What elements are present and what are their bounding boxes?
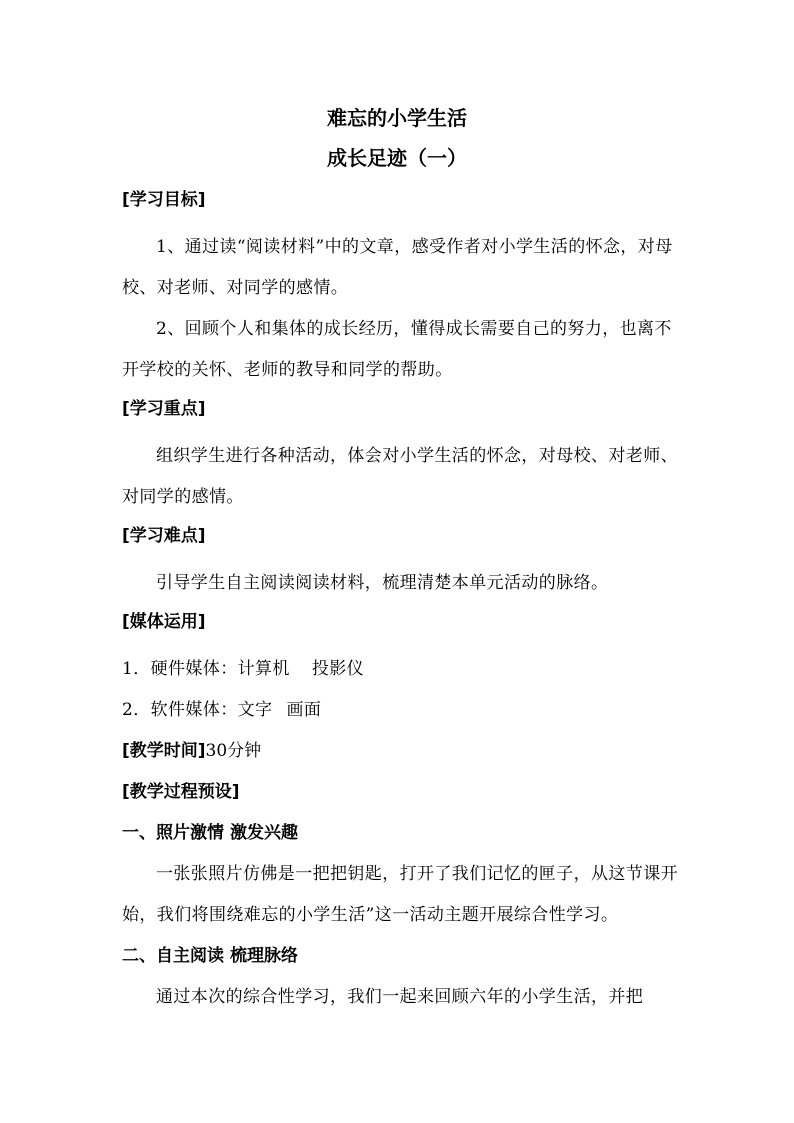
process-heading: [教学过程预设] [122,782,240,802]
objectives-heading: [学习目标] [122,190,206,210]
section-1-heading-part2: 激发兴趣 [230,823,298,843]
document-body [122,186,682,1018]
section-1-heading-part1: 一、照片激情 [122,823,224,843]
software-item-text: 文字 [237,700,273,720]
media-software-line [122,690,682,731]
key-points-heading: [学习重点] [122,399,206,419]
software-item-image: 画面 [286,700,322,720]
teaching-time-value: 30分钟 [205,741,262,761]
teaching-time-label: [教学时间] [122,741,206,761]
section-1-heading [122,813,682,854]
difficulties-heading: [学习难点] [122,526,206,546]
section-1-text: 一张张照片仿佛是一把把钥匙，打开了我们记忆的匣子，从这节课开始，我们将围绕难忘的小学生活”这一活动主题开展综合性学习。 [122,864,678,925]
section-2-text: 通过本次的综合性学习，我们一起来回顾六年的小学生活，并把 [156,987,644,1007]
objective-item-2: 2、回顾个人和集体的成长经历，懂得成长需要自己的努力，也离不开学校的关怀、老师的教导和同学的帮助。 [122,319,672,380]
software-label: 2．软件媒体： [122,700,238,720]
objective-item-1: 1、通过读“阅读材料”中的文章，感受作者对小学生活的怀念，对母校、对老师、对同学的感情。 [122,237,673,298]
media-hardware-line [122,649,682,690]
page-subtitle: 成长足迹（一） [327,146,467,170]
hardware-item-computer: 计算机 [237,659,290,679]
hardware-label: 1．硬件媒体： [122,659,238,679]
section-2-heading-part1: 二、自主阅读 [122,946,224,966]
page-title: 难忘的小学生活 [327,106,467,130]
hardware-item-projector: 投影仪 [311,659,365,679]
teaching-time-line [122,731,682,772]
media-heading: [媒体运用] [122,612,206,632]
section-2-heading [122,936,682,977]
difficulties-text: 引导学生自主阅读阅读材料，梳理清楚本单元活动的脉络。 [156,573,609,593]
section-2-heading-part2: 梳理脉络 [230,946,298,966]
key-points-text: 组织学生进行各种活动，体会对小学生活的怀念，对母校、对老师、对同学的感情。 [122,446,678,507]
